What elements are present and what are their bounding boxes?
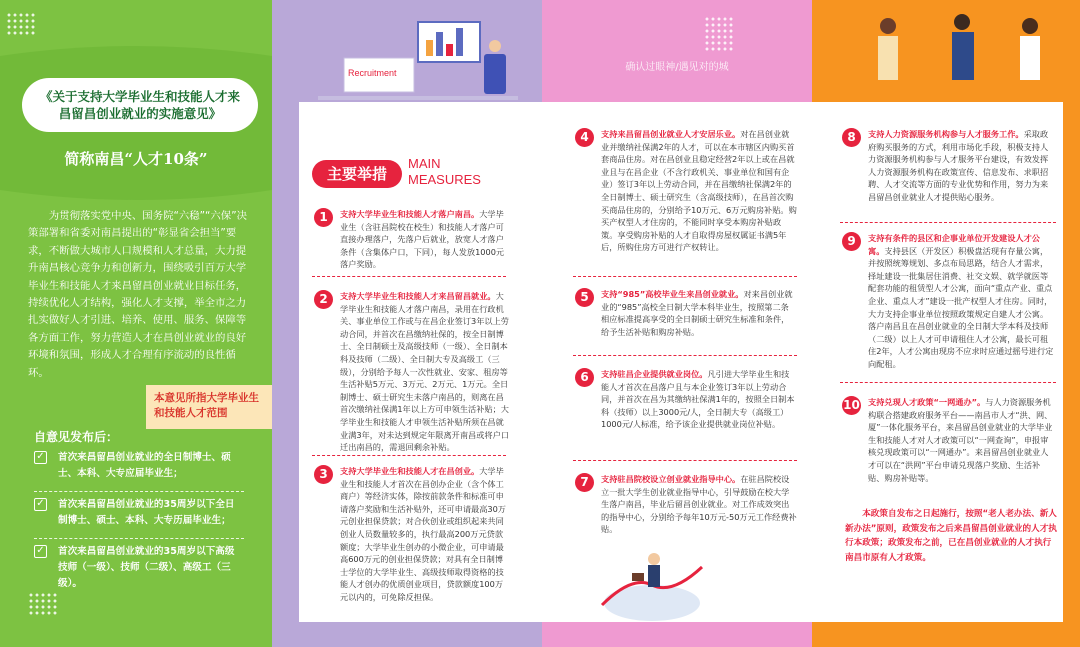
measure-item (314, 208, 506, 268)
divider (573, 276, 797, 277)
measure-number: 9 (842, 232, 861, 251)
measure-text (601, 368, 797, 431)
measure-title: 支持驻昌企业提供就业岗位。 (601, 369, 708, 379)
measure-body: 在驻昌院校设立一批大学生创业就业指导中心，引导鼓励在校大学生落户南昌，毕业后留昌创业就业。对工作成效突出的指导中心，分别给予每年10万元-50万元工作经费补贴。 (601, 474, 797, 535)
publish-item-text: 首次来昌留昌创业就业的全日制博士、硕士、本科、大专应届毕业生； (58, 452, 231, 479)
measure-body: 凡引进大学毕业生和技能人才首次在昌落户且与本企业签订3年以上劳动合同，并首次在昌为其缴纳社保满1年的，按照全日制本科（技师）以上3000元/人，全日制大专（高级工）1000元/人标准，给予该企业提供就业岗位补贴。 (601, 369, 795, 430)
measure-text (868, 232, 1056, 371)
measure-text (868, 128, 1056, 204)
measure-body: 大学毕业生和技能人才首次在昌创办企业（含个体工商户）等经济实体，除按前款条件和标准可申请落户奖励和生活补贴外，还可申请最高30万元创业担保贷款；对合伙创业或组织起来共同创业人员数量较多的，执行最高200万元贷款额度；大学毕业生创办的小微企业，可申请最高600万元的创业担保贷款；对具有全日制博士学位的大学毕业生、高级技师取得资格的技能人才创办的优质创业项目，贷款额度100万元以内的，可免除反担保。 (340, 466, 506, 602)
measure-body: 对在昌创业就业并缴纳社保满2年的人才，可以在本市辖区内购买首套商品住房。对在昌创业且稳定经营2年以上或在昌就业且与在昌企业（不含行政机关、事业单位和国有企业）签订3年以上劳动合同，并在昌缴纳社保满2年的全日制博士、硕士研究生（含高级技师），在昌首次购买商品住房的，分别给予10万元、6万元购房补贴。购买产权型人才住房的，不能同时享受本购房补贴政策。享受购房补贴的人才自取得房屋权属证书满5年后，所购住房方可进行产权转让。 (601, 129, 797, 253)
publish-item (34, 450, 244, 482)
measure-body: 大学毕业生和技能人才落户南昌，录用在行政机关、事业单位工作或与在昌企业签订3年以上劳动合同，并首次在昌缴纳社保的，按全日制博士、全日制硕士及高级技师（一级）、全日制本科及技师（二级）、全日制大专及高级工（三级），分别给予每人一次性就业、安家、租房等生活补贴5万元、3万元、2万元、1万元。全日制博士、硕士研究生未落户南昌的，则离在昌首次缴纳社保满1年以上方可申领生活补贴；大学毕业生和技能人才申领生活补贴所须在昌就业满3年，对未达到规定年限离开南昌或将户口迁出南昌的，需退回剩余补贴。 (340, 291, 509, 453)
measure-item (575, 288, 797, 342)
measure-title: 支持人力资源服务机构参与人才服务工作。 (868, 129, 1024, 139)
measure-title: 支持大学毕业生和技能人才在昌创业。 (340, 466, 480, 476)
measure-number: 2 (314, 290, 333, 309)
checkbox-icon: ✓ (34, 498, 47, 511)
measure-body: 大学毕业生（含驻昌院校在校生）和技能人才落户可直接办理落户，先落户后就业，放宽人才落户条件（含集体户口，下同），每人发放1000元落户奖励。 (340, 209, 505, 270)
measure-title: 支持驻昌院校设立创业就业指导中心。 (601, 474, 741, 484)
intro-paragraph: 为贯彻落实党中央、国务院“六稳”“六保”决策部署和省委对南昌提出的“彰显省会担当”要求，不断做大城市人口规模和人才总量，大力提升南昌核心竞争力和创新力，围绕吸引百万大学毕业生和技能人才来昌留昌创业就业目标任务，持续优化人才结构，强化人才支撑，举全市之力扎实做好人才引进、培养、使用、服务、保障等各方面工作，努力营造人才在昌创业就业的良好环境和氛围，形成人才合理有序流动的良性循环。 (28, 210, 247, 379)
measure-title: 支持“985”高校毕业生来昌创业就业。 (601, 289, 744, 299)
main-measures-badge: 主要举措 (312, 160, 402, 188)
measure-text (868, 396, 1056, 484)
divider (573, 460, 797, 461)
measure-number: 10 (842, 396, 861, 415)
publish-heading: 自意见发布后： (34, 430, 119, 444)
measure-number: 8 (842, 128, 861, 147)
measure-text (601, 288, 797, 338)
measure-item (314, 465, 506, 605)
main-measures-en-line: MAIN (408, 156, 441, 171)
short-name: 简称南昌“人才10条” (64, 150, 208, 168)
measure-text (601, 473, 797, 536)
measure-item (314, 290, 509, 453)
divider (34, 538, 244, 539)
divider (573, 355, 797, 356)
measure-number: 6 (575, 368, 594, 387)
measure-number: 4 (575, 128, 594, 147)
measure-item (842, 396, 1056, 492)
measure-item (842, 128, 1056, 223)
measure-body: 采取政府购买服务的方式，利用市场化手段，积极支持人力资源服务机构参与人才服务平台建设，有效发挥人力资源服务机构在政策宣传、信息发布、求职招聘、人才交流等方面的专业优势和作用，努力为来昌留昌创业就业人才提供贴心服务。 (868, 129, 1049, 202)
main-measures-en-line: MEASURES (408, 172, 481, 187)
publish-item-text: 首次来昌留昌创业就业的35周岁以下高级技师（一级）、技师（二级）、高级工（三级）。 (58, 546, 235, 589)
dot-pattern (704, 16, 734, 52)
measure-title: 支持兑现人才政策“一网通办”。 (868, 397, 986, 407)
illustration-text: Recruitment (348, 68, 397, 78)
measure-text (340, 208, 506, 271)
measure-number: 3 (314, 465, 333, 484)
checkbox-icon: ✓ (34, 451, 47, 464)
divider (34, 491, 244, 492)
measure-number: 7 (575, 473, 594, 492)
divider (840, 222, 1056, 223)
scope-label: 本意见所指大学毕业生和技能人才范围 (146, 385, 272, 429)
checkbox-icon: ✓ (34, 545, 47, 558)
measure-number: 1 (314, 208, 333, 227)
businessman-illustration (592, 545, 712, 621)
divider (312, 276, 506, 277)
dot-pattern (28, 592, 58, 616)
main-measures-en (408, 156, 481, 188)
measure-body: 支持县区（开发区）积极盘活现有存量公寓，并按照统筹规划、多点布局思路，结合人才需求，择址建设一批集居住消费、社交文娱、就学就医等配套功能的租赁型人才公寓，面向“重点产业、重点企业、重点人才”建设一批产权型人才住房。同时，大力支持企事业单位按照政策规定自建人才公寓。落户南昌且在昌创业就业的全日制大学本科及技师（二级）以上人才可申请租住人才公寓，最长可租住2年，人才公寓由现房不应求时应通过摇号进行定向配租。 (868, 245, 1054, 369)
measure-title: 支持大学毕业生和技能人才来昌留昌就业。 (340, 291, 496, 301)
measure-number: 5 (575, 288, 594, 307)
measure-item (842, 232, 1056, 372)
measure-item (575, 128, 797, 268)
publish-item (34, 544, 244, 592)
recruitment-illustration (318, 18, 518, 110)
dot-pattern (6, 12, 36, 36)
document-title: 《关于支持大学毕业生和技能人才来昌留昌创业就业的实施意见》 (22, 78, 258, 132)
measure-item (575, 368, 797, 444)
measure-text (340, 290, 510, 454)
measure-title: 支持有条件的县区和企事业单位开发建设人才公寓。 (868, 233, 1040, 256)
measure-text (340, 465, 510, 604)
measure-body: 对来昌创业就业的“985”高校全日制大学本科毕业生，按照第二条相应标准提高享受的全日制硕士研究生标准和条件，给予生活补贴和购房补贴。 (601, 289, 793, 337)
measure-item (575, 473, 797, 537)
divider (840, 382, 1056, 383)
publish-item (34, 497, 244, 529)
measure-title: 支持来昌留昌创业就业人才安居乐业。 (601, 129, 741, 139)
people-illustration (858, 6, 1058, 84)
measure-title: 支持大学毕业生和技能人才落户南昌。 (340, 209, 480, 219)
measure-body: 与人力资源服务机构联合搭建政府服务平台——南昌市人才“洪、网、厦”一体化服务平台，来昌留昌创业就业的大学毕业生和技能人才对人才政策可以“一网查询”，申报审核兑现政策可以“一网通办”。来昌留昌创业就业人才可以在“洪网”平台申请兑现落户奖励、生活补贴、购房补贴等。 (868, 397, 1053, 483)
measure-text (601, 128, 797, 254)
publish-item-text: 首次来昌留昌创业就业的35周岁以下全日制博士、硕士、本科、大专历届毕业生； (58, 499, 235, 526)
divider (312, 455, 506, 456)
policy-note: 本政策自发布之日起施行，按照“老人老办法、新人新办法”原则，政策发布之后来昌留昌创业就业的人才执行本政策；政策发布之前，已在昌创业就业的人才执行南昌市原有人才政策。 (845, 509, 1057, 563)
slogan: 确认过眼神/遇见对的城 (625, 62, 729, 73)
